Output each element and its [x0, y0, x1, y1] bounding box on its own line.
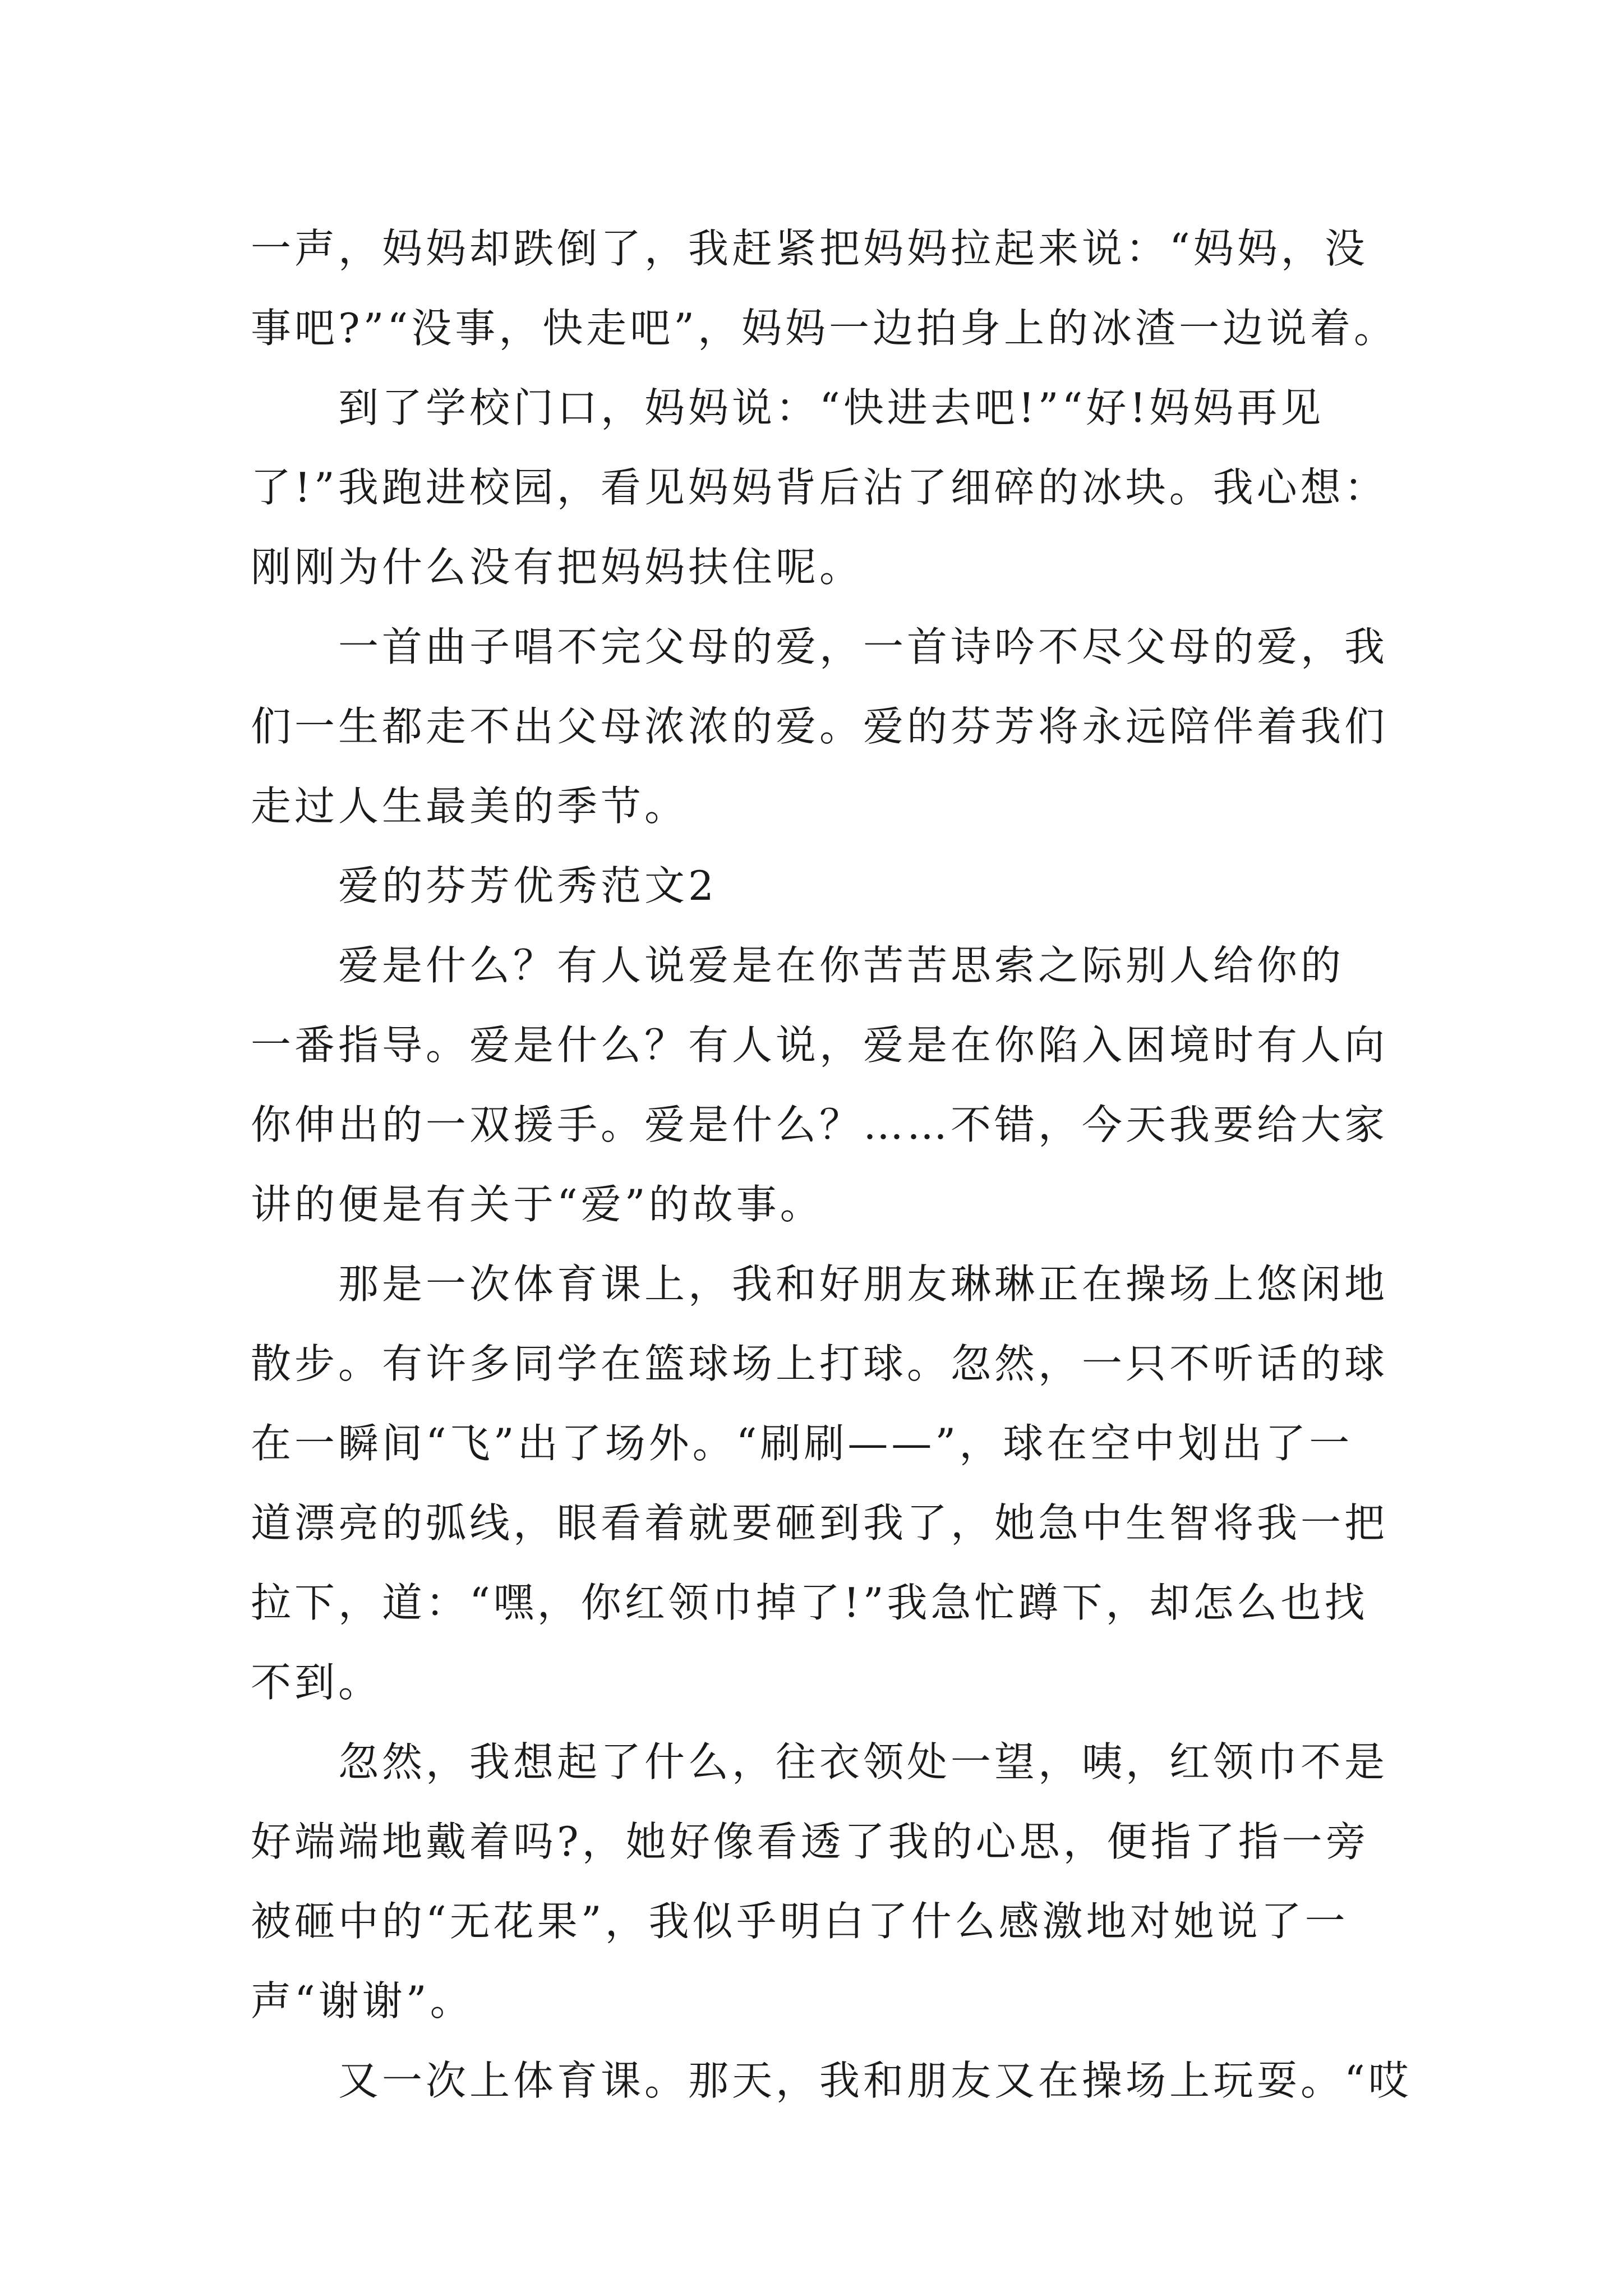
text-line: 那是一次体育课上，我和好朋友琳琳正在操场上悠闲地: [251, 1260, 1389, 1308]
text-line: 被砸中的“无花果”，我似乎明白了什么感激地对她说了一: [251, 1898, 1349, 1945]
text-line: 讲的便是有关于“爱”的故事。: [251, 1181, 824, 1228]
text-line: 走过人生最美的季节。: [251, 783, 689, 830]
section-heading: 爱的芬芳优秀范文2: [251, 862, 717, 909]
text-line: 忽然，我想起了什么，往衣领处一望，咦，红领巾不是: [251, 1738, 1389, 1786]
text-line: 声“谢谢”。: [251, 1977, 474, 2024]
text-line: 不到。: [251, 1659, 382, 1706]
text-line: 事吧?”“没事，快走吧”，妈妈一边拍身上的冰渣一边说着。: [251, 305, 1398, 352]
text-line: 了!”我跑进校园，看见妈妈背后沾了细碎的冰块。我心想：: [251, 464, 1388, 511]
text-line: 又一次上体育课。那天，我和朋友又在操场上玩耍。“哎: [251, 2057, 1412, 2104]
text-line: 拉下，道：“嘿，你红领巾掉了!”我急忙蹲下，却怎么也找: [251, 1579, 1368, 1626]
text-line: 刚刚为什么没有把妈妈扶住呢。: [251, 544, 864, 591]
text-line: 道漂亮的弧线，眼看着就要砸到我了，她急中生智将我一把: [251, 1499, 1389, 1547]
text-line: 一首曲子唱不完父母的爱，一首诗吟不尽父母的爱，我: [251, 623, 1389, 670]
text-line: 一番指导。爱是什么？有人说，爱是在你陷入困境时有人向: [251, 1022, 1389, 1069]
text-line: 们一生都走不出父母浓浓的爱。爱的芬芳将永远陪伴着我们: [251, 703, 1389, 750]
text-line: 好端端地戴着吗?，她好像看透了我的心思，便指了指一旁: [251, 1818, 1370, 1865]
text-line: 在一瞬间“飞”出了场外。“刷刷——”，球在空中划出了一: [251, 1420, 1353, 1467]
document-body: [251, 209, 1412, 2120]
text-line: 你伸出的一双援手。爱是什么？……不错，今天我要给大家: [251, 1101, 1389, 1148]
text-line: 一声，妈妈却跌倒了，我赶紧把妈妈拉起来说：“妈妈，没: [251, 225, 1368, 272]
text-line: 散步。有许多同学在篮球场上打球。忽然，一只不听话的球: [251, 1340, 1389, 1387]
text-line: 到了学校门口，妈妈说：“快进去吧!”“好!妈妈再见: [251, 384, 1325, 431]
text-line: 爱是什么？有人说爱是在你苦苦思索之际别人给你的: [251, 942, 1345, 989]
